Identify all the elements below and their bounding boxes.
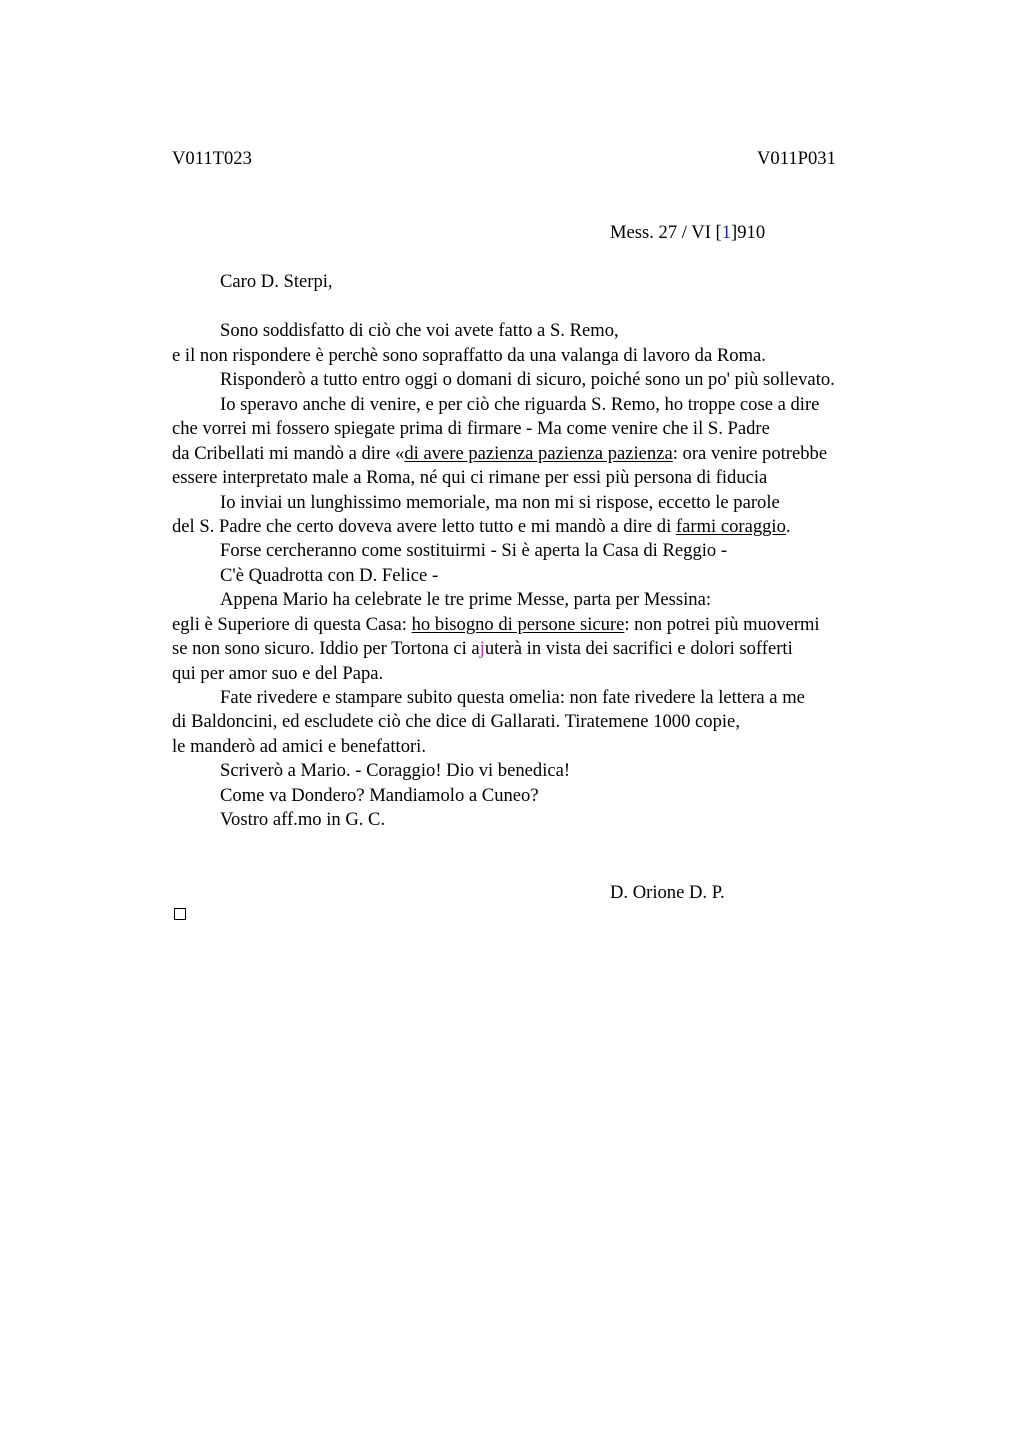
body-line-3: Risponderò a tutto entro oggi o domani di sicuro, poiché sono un po' più sollevato. xyxy=(220,369,835,390)
underlined-phrase-pazienza: di avere pazienza pazienza pazienza xyxy=(404,443,673,464)
body-line-8: Io inviai un lunghissimo memoriale, ma non mi si rispose, eccetto le parole xyxy=(220,492,780,513)
body-line-21: Vostro aff.mo in G. C. xyxy=(220,809,386,830)
body-line-9-end: . xyxy=(785,516,791,537)
body-line-1: Sono soddisfatto di ciò che voi avete fatto a S. Remo, xyxy=(220,320,619,341)
body-line-15: qui per amor suo e del Papa. xyxy=(172,663,384,684)
dateline-prefix: Mess. 27 / VI [ xyxy=(610,222,722,243)
body-line-14-end: uterà in vista dei sacrifici e dolori sofferti xyxy=(484,638,793,659)
body-line-6-end: : ora venire potrebbe xyxy=(672,443,828,464)
end-of-document-square-icon xyxy=(174,908,186,920)
body-line-11: C'è Quadrotta con D. Felice - xyxy=(220,565,439,586)
body-line-13 xyxy=(172,616,820,635)
body-line-19: Scriverò a Mario. - Coraggio! Dio vi benedica! xyxy=(220,760,571,781)
dateline-editorial-digit: 1 xyxy=(721,222,732,243)
signature: D. Orione D. P. xyxy=(610,882,725,903)
body-line-6 xyxy=(172,445,827,464)
body-line-16: Fate rivedere e stampare subito questa omelia: non fate rivedere la lettera a me xyxy=(220,687,805,708)
body-line-5: che vorrei mi fossero spiegate prima di firmare - Ma come venire che il S. Padre xyxy=(172,418,770,439)
body-line-9-start: del S. Padre che certo doveva avere letto tutto e mi mandò a dire di xyxy=(172,516,676,537)
body-line-14 xyxy=(172,640,793,659)
body-line-2: e il non rispondere è perchè sono sopraffatto da una valanga di lavoro da Roma. xyxy=(172,345,766,366)
editorial-letter-j: j xyxy=(479,638,485,659)
body-line-4: Io speravo anche di venire, e per ciò che riguarda S. Remo, ho troppe cose a dire xyxy=(220,394,820,415)
salutation: Caro D. Sterpi, xyxy=(220,271,333,292)
body-line-18: le manderò ad amici e benefattori. xyxy=(172,736,426,757)
body-line-6-start: da Cribellati mi mandò a dire « xyxy=(172,443,405,464)
body-line-7: essere interpretato male a Roma, né qui ci rimane per essi più persona di fiducia xyxy=(172,467,768,488)
document-code-left: V011T023 xyxy=(172,148,252,169)
dateline xyxy=(610,224,765,243)
body-line-20: Come va Dondero? Mandiamolo a Cuneo? xyxy=(220,785,539,806)
body-line-10: Forse cercheranno come sostituirmi - Si è aperta la Casa di Reggio - xyxy=(220,540,728,561)
body-line-14-start: se non sono sicuro. Iddio per Tortona ci a xyxy=(172,638,480,659)
body-line-17: di Baldoncini, ed escludete ciò che dice di Gallarati. Tiratemene 1000 copie, xyxy=(172,711,740,732)
body-line-13-end: : non potrei più muovermi xyxy=(624,614,820,635)
underlined-phrase-coraggio: farmi coraggio xyxy=(675,516,786,537)
dateline-suffix: ]910 xyxy=(731,222,766,243)
body-line-12: Appena Mario ha celebrate le tre prime Messe, parta per Messina: xyxy=(220,589,711,610)
body-line-13-start: egli è Superiore di questa Casa: xyxy=(172,614,412,635)
body-line-9 xyxy=(172,518,791,537)
underlined-phrase-persone-sicure: ho bisogno di persone sicure xyxy=(411,614,625,635)
document-code-right: V011P031 xyxy=(757,148,836,169)
